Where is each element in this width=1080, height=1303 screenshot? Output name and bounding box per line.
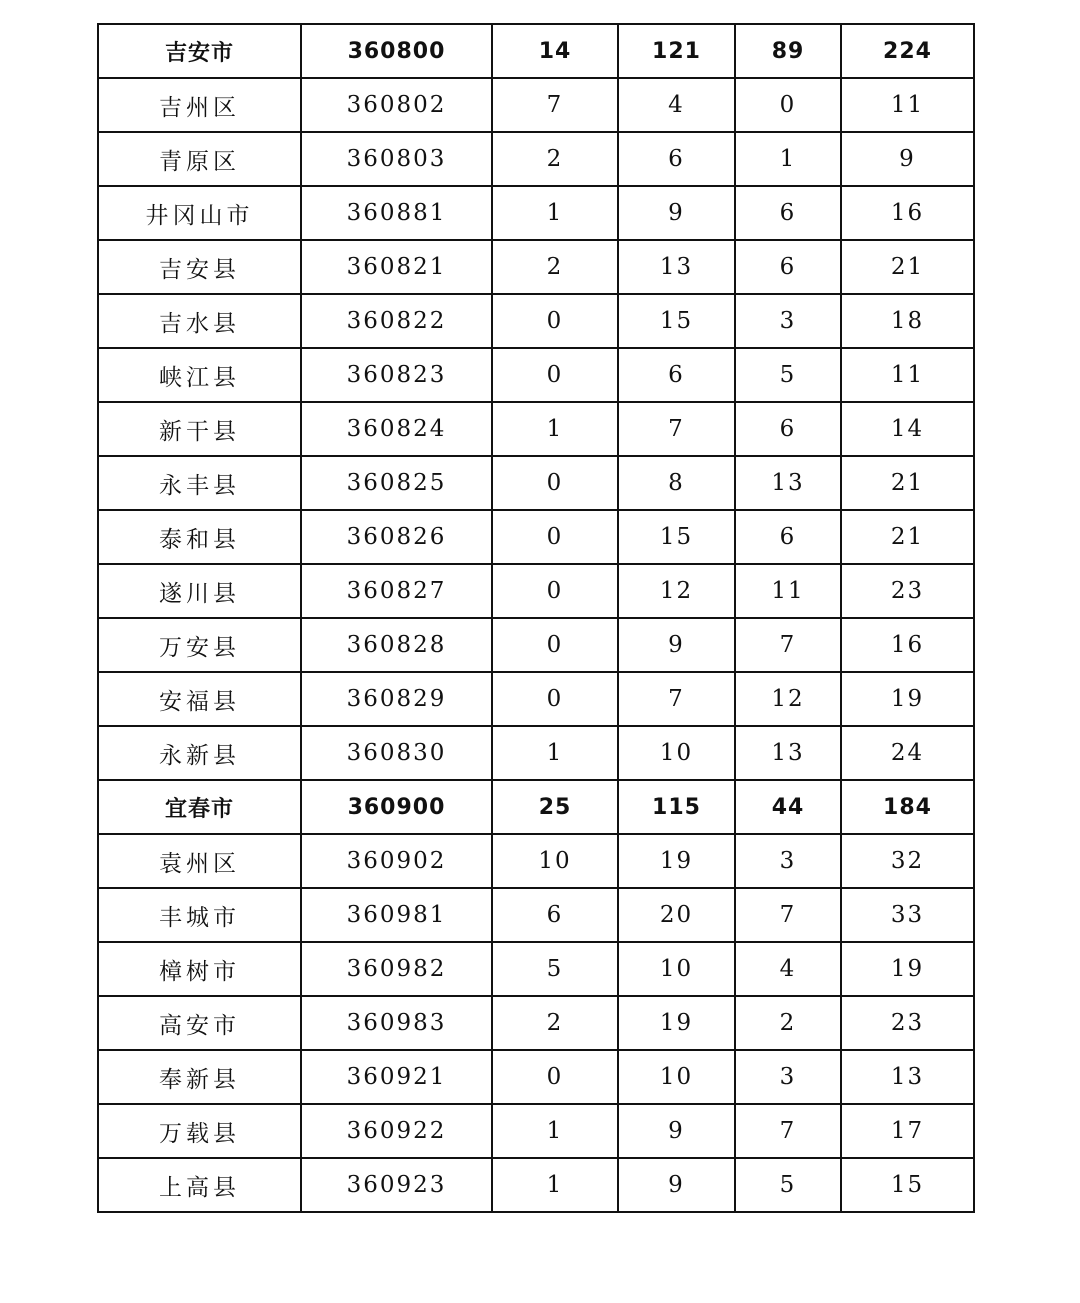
value-cell-3: 13 [735, 456, 841, 510]
region-name-cell: 峡江县 [98, 348, 301, 402]
value-cell-4: 11 [841, 78, 974, 132]
region-name-cell: 宜春市 [98, 780, 301, 834]
region-name-cell: 吉水县 [98, 294, 301, 348]
value-cell-1: 1 [492, 186, 618, 240]
value-cell-4: 16 [841, 186, 974, 240]
value-cell-2: 15 [618, 510, 735, 564]
county-row [98, 348, 974, 402]
county-row [98, 834, 974, 888]
region-code-cell: 360921 [301, 1050, 492, 1104]
value-cell-1: 0 [492, 294, 618, 348]
region-code-cell: 360881 [301, 186, 492, 240]
value-cell-3: 89 [735, 24, 841, 78]
value-cell-1: 0 [492, 348, 618, 402]
value-cell-3: 7 [735, 888, 841, 942]
value-cell-3: 1 [735, 132, 841, 186]
county-row [98, 996, 974, 1050]
data-table-container [97, 23, 973, 1213]
region-code-table [97, 23, 975, 1213]
region-name-cell: 吉安市 [98, 24, 301, 78]
region-code-cell: 360824 [301, 402, 492, 456]
value-cell-3: 11 [735, 564, 841, 618]
region-code-cell: 360803 [301, 132, 492, 186]
county-row [98, 510, 974, 564]
value-cell-4: 9 [841, 132, 974, 186]
value-cell-1: 1 [492, 402, 618, 456]
value-cell-2: 20 [618, 888, 735, 942]
region-code-cell: 360828 [301, 618, 492, 672]
value-cell-2: 7 [618, 672, 735, 726]
region-name-cell: 青原区 [98, 132, 301, 186]
value-cell-2: 9 [618, 618, 735, 672]
value-cell-2: 115 [618, 780, 735, 834]
value-cell-4: 19 [841, 942, 974, 996]
region-code-cell: 360981 [301, 888, 492, 942]
county-row [98, 240, 974, 294]
value-cell-3: 6 [735, 402, 841, 456]
county-row [98, 564, 974, 618]
value-cell-2: 10 [618, 726, 735, 780]
value-cell-4: 21 [841, 456, 974, 510]
county-row [98, 726, 974, 780]
value-cell-1: 10 [492, 834, 618, 888]
value-cell-3: 3 [735, 294, 841, 348]
value-cell-4: 32 [841, 834, 974, 888]
value-cell-4: 15 [841, 1158, 974, 1212]
value-cell-3: 44 [735, 780, 841, 834]
value-cell-1: 1 [492, 1158, 618, 1212]
value-cell-2: 8 [618, 456, 735, 510]
region-code-cell: 360823 [301, 348, 492, 402]
region-name-cell: 泰和县 [98, 510, 301, 564]
region-code-cell: 360821 [301, 240, 492, 294]
value-cell-3: 6 [735, 186, 841, 240]
county-row [98, 294, 974, 348]
value-cell-4: 24 [841, 726, 974, 780]
region-code-cell: 360829 [301, 672, 492, 726]
value-cell-2: 10 [618, 1050, 735, 1104]
value-cell-1: 1 [492, 1104, 618, 1158]
value-cell-4: 224 [841, 24, 974, 78]
value-cell-1: 2 [492, 132, 618, 186]
region-code-cell: 360822 [301, 294, 492, 348]
region-code-cell: 360923 [301, 1158, 492, 1212]
county-row [98, 186, 974, 240]
region-name-cell: 吉州区 [98, 78, 301, 132]
value-cell-1: 2 [492, 996, 618, 1050]
value-cell-4: 17 [841, 1104, 974, 1158]
county-row [98, 78, 974, 132]
value-cell-4: 19 [841, 672, 974, 726]
region-name-cell: 上高县 [98, 1158, 301, 1212]
region-name-cell: 遂川县 [98, 564, 301, 618]
region-code-cell: 360900 [301, 780, 492, 834]
region-name-cell: 安福县 [98, 672, 301, 726]
value-cell-3: 3 [735, 834, 841, 888]
value-cell-3: 3 [735, 1050, 841, 1104]
value-cell-2: 10 [618, 942, 735, 996]
county-row [98, 456, 974, 510]
city-summary-row [98, 780, 974, 834]
county-row [98, 618, 974, 672]
region-name-cell: 丰城市 [98, 888, 301, 942]
region-name-cell: 井冈山市 [98, 186, 301, 240]
county-row [98, 132, 974, 186]
value-cell-1: 14 [492, 24, 618, 78]
value-cell-2: 9 [618, 1104, 735, 1158]
value-cell-2: 12 [618, 564, 735, 618]
region-code-cell: 360800 [301, 24, 492, 78]
region-code-cell: 360922 [301, 1104, 492, 1158]
region-name-cell: 万安县 [98, 618, 301, 672]
value-cell-3: 7 [735, 618, 841, 672]
value-cell-2: 13 [618, 240, 735, 294]
value-cell-1: 5 [492, 942, 618, 996]
value-cell-1: 0 [492, 1050, 618, 1104]
value-cell-4: 21 [841, 510, 974, 564]
region-code-cell: 360982 [301, 942, 492, 996]
value-cell-4: 14 [841, 402, 974, 456]
region-name-cell: 袁州区 [98, 834, 301, 888]
value-cell-1: 0 [492, 456, 618, 510]
value-cell-4: 33 [841, 888, 974, 942]
value-cell-2: 6 [618, 348, 735, 402]
value-cell-2: 19 [618, 834, 735, 888]
county-row [98, 888, 974, 942]
value-cell-3: 5 [735, 1158, 841, 1212]
value-cell-4: 11 [841, 348, 974, 402]
county-row [98, 1158, 974, 1212]
value-cell-2: 6 [618, 132, 735, 186]
value-cell-2: 7 [618, 402, 735, 456]
value-cell-1: 6 [492, 888, 618, 942]
region-name-cell: 万载县 [98, 1104, 301, 1158]
region-name-cell: 高安市 [98, 996, 301, 1050]
region-code-cell: 360983 [301, 996, 492, 1050]
value-cell-2: 9 [618, 186, 735, 240]
county-row [98, 1104, 974, 1158]
value-cell-4: 18 [841, 294, 974, 348]
city-summary-row [98, 24, 974, 78]
county-row [98, 1050, 974, 1104]
value-cell-2: 15 [618, 294, 735, 348]
region-name-cell: 永丰县 [98, 456, 301, 510]
value-cell-1: 0 [492, 672, 618, 726]
value-cell-3: 12 [735, 672, 841, 726]
value-cell-1: 0 [492, 618, 618, 672]
region-name-cell: 永新县 [98, 726, 301, 780]
value-cell-1: 25 [492, 780, 618, 834]
value-cell-1: 0 [492, 564, 618, 618]
county-row [98, 942, 974, 996]
region-code-cell: 360825 [301, 456, 492, 510]
value-cell-4: 21 [841, 240, 974, 294]
value-cell-3: 4 [735, 942, 841, 996]
value-cell-3: 6 [735, 510, 841, 564]
region-name-cell: 新干县 [98, 402, 301, 456]
value-cell-3: 0 [735, 78, 841, 132]
county-row [98, 402, 974, 456]
value-cell-2: 4 [618, 78, 735, 132]
value-cell-1: 1 [492, 726, 618, 780]
region-code-cell: 360830 [301, 726, 492, 780]
county-row [98, 672, 974, 726]
region-code-cell: 360827 [301, 564, 492, 618]
value-cell-3: 13 [735, 726, 841, 780]
region-name-cell: 奉新县 [98, 1050, 301, 1104]
value-cell-3: 6 [735, 240, 841, 294]
region-code-cell: 360826 [301, 510, 492, 564]
value-cell-4: 16 [841, 618, 974, 672]
value-cell-2: 9 [618, 1158, 735, 1212]
value-cell-4: 184 [841, 780, 974, 834]
value-cell-4: 23 [841, 996, 974, 1050]
value-cell-2: 19 [618, 996, 735, 1050]
value-cell-3: 2 [735, 996, 841, 1050]
value-cell-3: 7 [735, 1104, 841, 1158]
value-cell-4: 13 [841, 1050, 974, 1104]
value-cell-4: 23 [841, 564, 974, 618]
value-cell-1: 2 [492, 240, 618, 294]
region-code-cell: 360902 [301, 834, 492, 888]
value-cell-2: 121 [618, 24, 735, 78]
table-body [98, 24, 974, 1212]
value-cell-3: 5 [735, 348, 841, 402]
value-cell-1: 0 [492, 510, 618, 564]
region-code-cell: 360802 [301, 78, 492, 132]
value-cell-1: 7 [492, 78, 618, 132]
region-name-cell: 吉安县 [98, 240, 301, 294]
region-name-cell: 樟树市 [98, 942, 301, 996]
